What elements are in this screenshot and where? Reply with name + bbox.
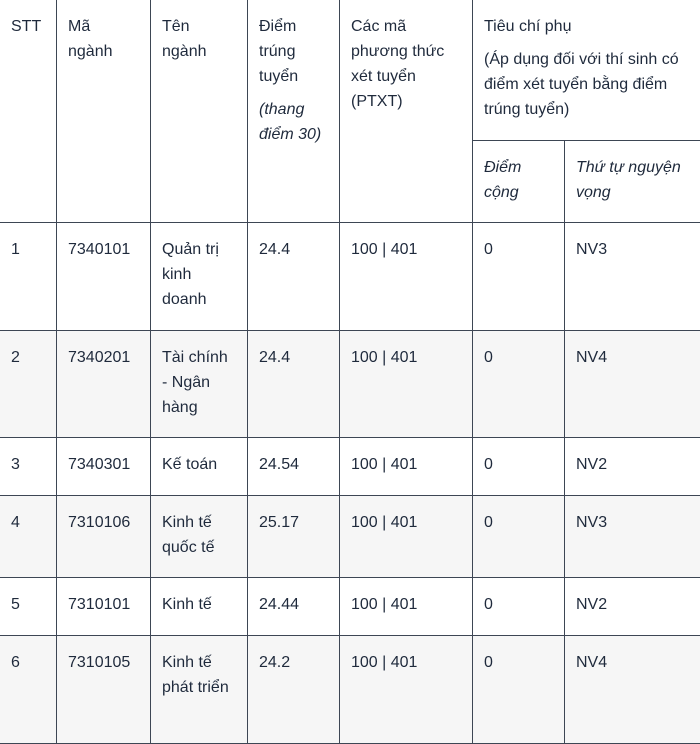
cell-ptxt: 100 | 401 [340,223,473,331]
cell-ma-nganh: 7340101 [57,223,151,331]
cell-nguyen-vong: NV3 [565,496,700,578]
table-row [0,331,700,438]
cell-stt: 3 [0,438,57,496]
cell-diem-cong: 0 [473,636,565,744]
cell-diem: 25.17 [248,496,340,578]
cell-ten-nganh: Tài chính - Ngân hàng [151,331,248,438]
cell-ma-nganh: 7310106 [57,496,151,578]
header-tieu-chi-label: Tiêu chí phụ [484,18,572,35]
cell-diem: 24.44 [248,578,340,636]
cell-diem-cong: 0 [473,331,565,438]
cell-ptxt: 100 | 401 [340,496,473,578]
cell-nguyen-vong: NV4 [565,636,700,744]
header-tieu-chi-note: (Áp dụng đối với thí sinh có điểm xét tuyển bằng điểm trúng tuyển) [484,51,679,118]
header-diem-trung-tuyen [248,0,340,223]
cell-stt: 2 [0,331,57,438]
cell-diem-cong: 0 [473,496,565,578]
table-row [0,496,700,578]
cell-diem: 24.4 [248,223,340,331]
cell-nguyen-vong: NV2 [565,578,700,636]
cell-diem-cong: 0 [473,578,565,636]
cell-diem: 24.2 [248,636,340,744]
cell-ten-nganh: Quản trị kinh doanh [151,223,248,331]
cell-ptxt: 100 | 401 [340,438,473,496]
header-stt: STT [0,0,57,223]
cell-diem: 24.54 [248,438,340,496]
table-row [0,578,700,636]
header-ten-nganh: Tên ngành [151,0,248,223]
header-diem-note: (thang điểm 30) [259,101,322,143]
cell-ma-nganh: 7340301 [57,438,151,496]
cell-stt: 6 [0,636,57,744]
header-diem-cong: Điểm cộng [473,141,565,223]
cell-ptxt: 100 | 401 [340,578,473,636]
cell-diem-cong: 0 [473,223,565,331]
cell-nguyen-vong: NV4 [565,331,700,438]
cell-diem-cong: 0 [473,438,565,496]
cell-stt: 1 [0,223,57,331]
cell-ma-nganh: 7310105 [57,636,151,744]
cell-ten-nganh: Kinh tế [151,578,248,636]
cell-ten-nganh: Kinh tế quốc tế [151,496,248,578]
header-ma-nganh: Mã ngành [57,0,151,223]
table-row [0,636,700,744]
cell-diem: 24.4 [248,331,340,438]
table-row [0,223,700,331]
header-thu-tu-nguyen-vong: Thứ tự nguyện vọng [565,141,700,223]
table-row [0,438,700,496]
cell-ten-nganh: Kinh tế phát triển [151,636,248,744]
header-row [0,0,700,141]
header-diem-label: Điểm trúng tuyển [259,18,299,85]
header-tieu-chi-phu [473,0,700,141]
cell-ma-nganh: 7310101 [57,578,151,636]
cell-ptxt: 100 | 401 [340,331,473,438]
cell-stt: 4 [0,496,57,578]
cell-ma-nganh: 7340201 [57,331,151,438]
header-ptxt: Các mã phương thức xét tuyển (PTXT) [340,0,473,223]
cell-nguyen-vong: NV3 [565,223,700,331]
cell-nguyen-vong: NV2 [565,438,700,496]
cell-ptxt: 100 | 401 [340,636,473,744]
cell-stt: 5 [0,578,57,636]
cell-ten-nganh: Kế toán [151,438,248,496]
